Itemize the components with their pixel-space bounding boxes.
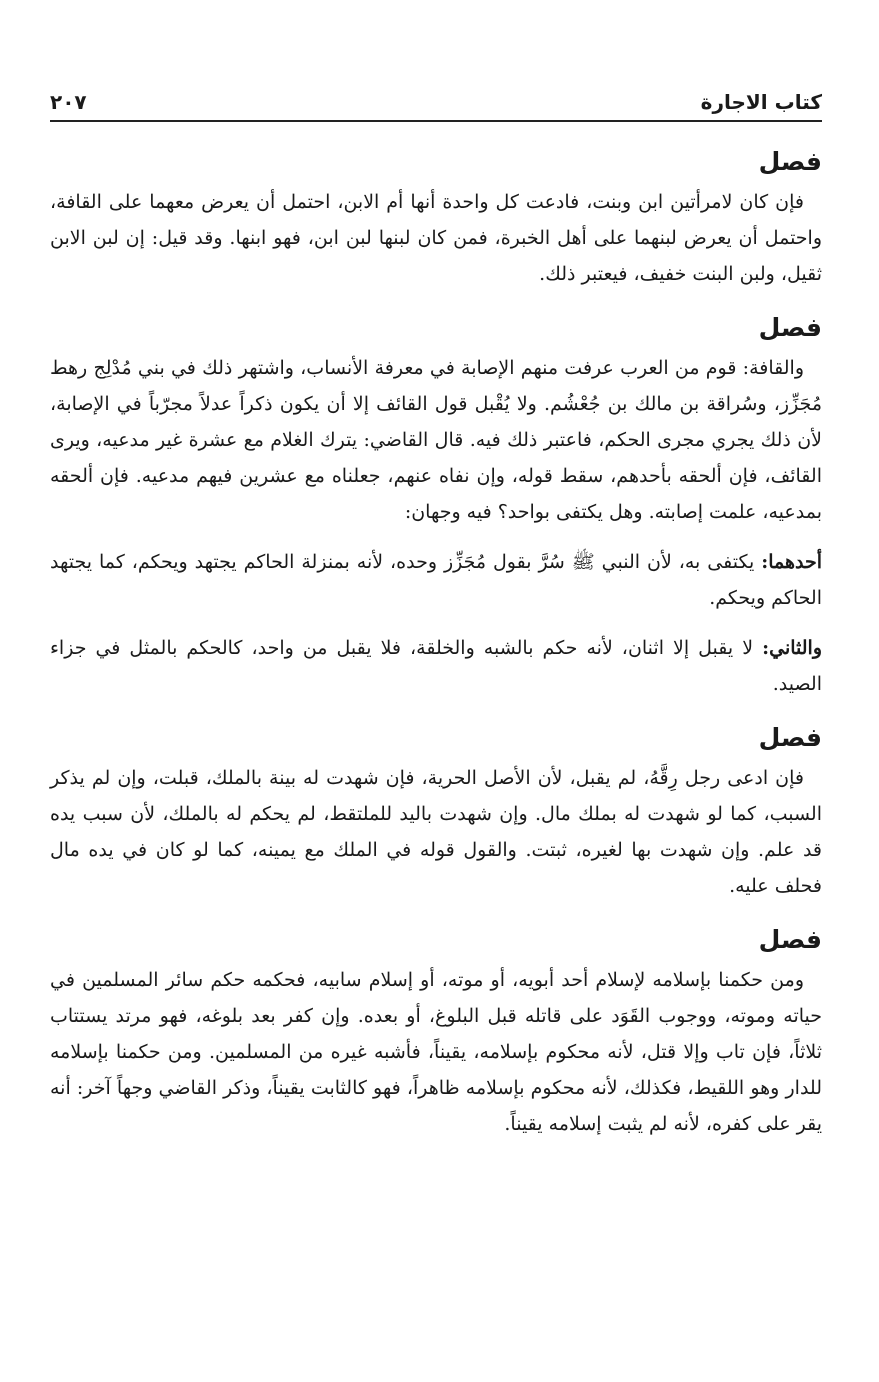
section-heading: فصل: [758, 147, 822, 176]
paragraph: [50, 350, 822, 530]
book-title: كتاب الاجارة: [700, 90, 822, 114]
paragraph-text: فإن كان لامرأتين ابن وبنت، فادعت كل واحدة أنها أم الابن، احتمل أن يعرض معهما على القافة، واحتمل أن يعرض لبنهما على أهل الخبرة، فمن كان لبنها لبن ابن، فهو ابنها. وقد قيل: إن لبن الابن ثقيل، ولبن البنت خفيف، فيعتبر ذلك.: [50, 191, 822, 285]
paragraph-text: والقافة: قوم من العرب عرفت منهم الإصابة في معرفة الأنساب، واشتهر ذلك في بني مُدْلِج رهط مُجَزِّز، وسُراقة بن مالك بن جُعْشُم. ولا يُقْبل قول القائف إلا أن يكون ذكراً عدلاً مجرّباً في الإصابة، لأن ذلك يجري مجرى الحكم، فاعتبر ذلك فيه. قال القاضي: يترك الغلام مع عشرة غير مدعيه، ويرى القائف، فإن ألحقه بأحدهم، سقط قوله، وإن نفاه عنهم، جعلناه مع عشرين فيهم مدعيه. فإن ألحقه بمدعيه، علمت إصابته. وهل يكتفى بواحد؟ فيه وجهان:: [50, 357, 822, 523]
section-2: [50, 310, 822, 702]
section-heading: فصل: [758, 313, 822, 342]
paragraph-text: يكتفى به، لأن النبي ﷺ سُرَّ بقول مُجَزِّز وحده، لأنه بمنزلة الحاكم يجتهد ويحكم، كما يجتهد الحاكم ويحكم.: [50, 551, 822, 609]
paragraph-text: لا يقبل إلا اثنان، لأنه حكم بالشبه والخلقة، فلا يقبل من واحد، كالحكم بالمثل في جزاء الصيد.: [50, 637, 822, 695]
paragraph: [50, 760, 822, 904]
section-4: [50, 922, 822, 1142]
page-number: ٢٠٧: [50, 90, 87, 114]
section-heading: فصل: [758, 723, 822, 752]
paragraph-text: ومن حكمنا بإسلامه لإسلام أحد أبويه، أو موته، أو إسلام سابيه، فحكمه حكم سائر المسلمين في حياته وموته، ووجوب القَوَد على قاتله قبل البلوغ، أو بعده. وإن كفر بعد بلوغه، فهو مرتد يستتاب ثلاثاً، فإن تاب وإلا قتل، لأنه محكوم بإسلامه، يقيناً، فأشبه غيره من المسلمين. ومن حكمنا بإسلامه للدار وهو اللقيط، فكذلك، لأنه محكوم بإسلامه ظاهراً، فهو كالثابت يقيناً، وذكر القاضي وجهاً آخر: أنه يقر على كفره، لأنه لم يثبت إسلامه يقيناً.: [50, 969, 822, 1135]
paragraph: [50, 544, 822, 616]
paragraph-lead: أحدهما:: [761, 551, 822, 573]
paragraph: [50, 962, 822, 1142]
document-page: [50, 78, 822, 1142]
paragraph-lead: والثاني:: [762, 637, 822, 659]
section-heading: فصل: [758, 925, 822, 954]
section-3: [50, 720, 822, 904]
paragraph: [50, 630, 822, 702]
paragraph: [50, 184, 822, 292]
section-1: [50, 144, 822, 292]
running-header: [50, 78, 822, 122]
paragraph-text: فإن ادعى رجل رِقَّهُ، لم يقبل، لأن الأصل الحرية، فإن شهدت له بينة بالملك، قبلت، وإن لم يذكر السبب، كما لو شهدت له بملك مال. وإن شهدت باليد للملتقط، لم يحكم له بالملك، لأن سبب يده قد علم. وإن شهدت بها لغيره، ثبتت. والقول قوله في الملك مع يمينه، كما لو كان في يده مال فحلف عليه.: [50, 767, 822, 897]
